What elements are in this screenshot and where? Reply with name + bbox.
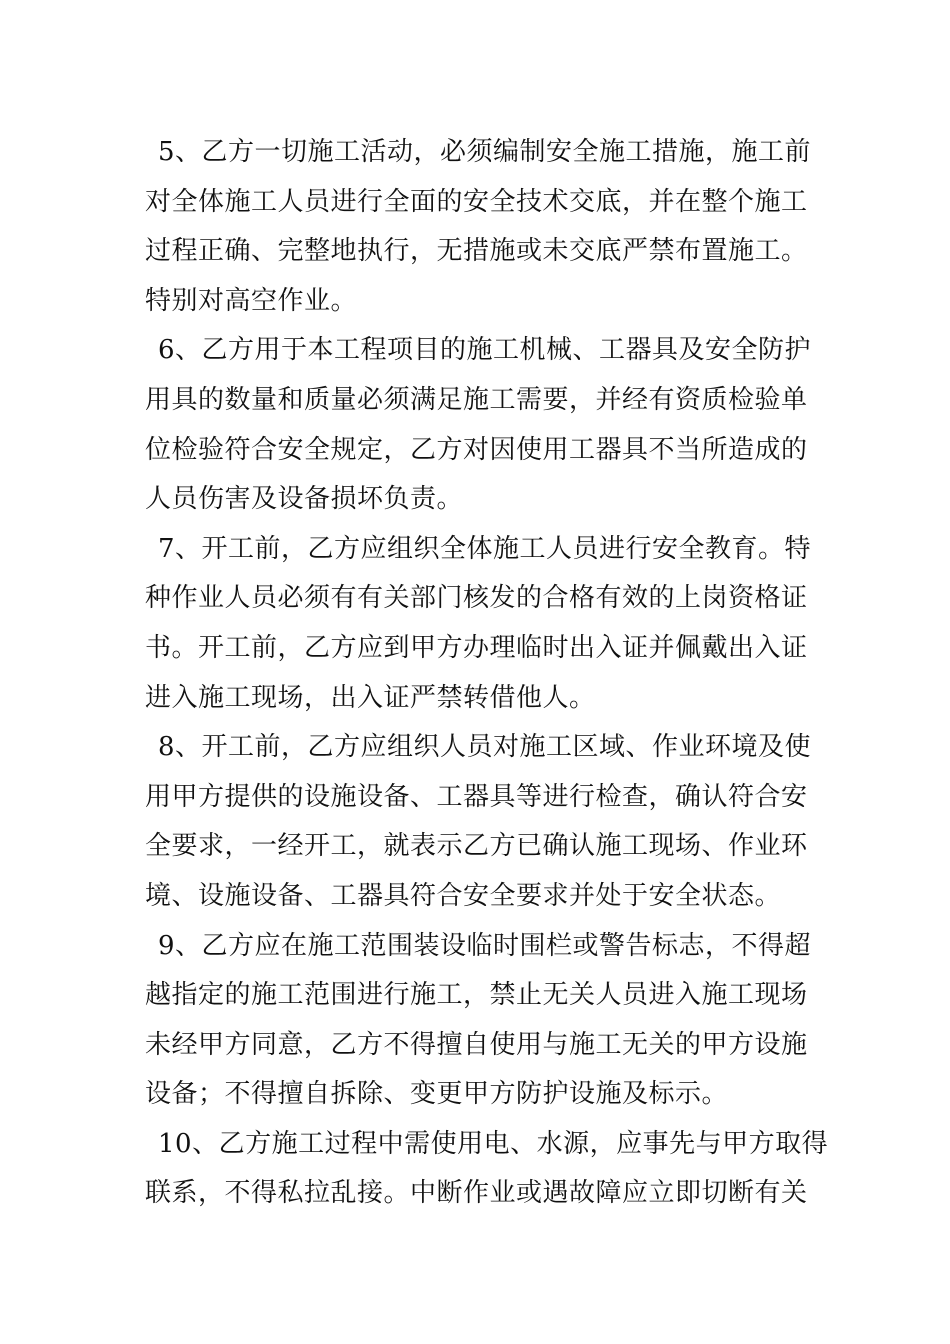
clause-7-line-1: 7、开工前，乙方应组织全体施工人员进行安全教育。特 xyxy=(158,533,812,564)
clause-8 xyxy=(145,723,810,921)
clause-7 xyxy=(145,525,810,723)
clause-5-line-1: 5、乙方一切施工活动，必须编制安全施工措施，施工前 xyxy=(158,137,812,167)
clause-9-line-1: 9、乙方应在施工范围装设临时围栏或警告标志，不得超 xyxy=(158,930,812,961)
clause-6 xyxy=(145,326,810,524)
clause-9-line-4: 设备；不得擅自拆除、变更甲方防护设施及标示。 xyxy=(145,1079,729,1110)
clause-6-line-4: 人员伤害及设备损坏负责。 xyxy=(145,484,464,515)
clause-5 xyxy=(145,128,810,326)
clause-10-line-1: 10、乙方施工过程中需使用电、水源，应事先与甲方取得 xyxy=(158,1128,829,1159)
document-body xyxy=(145,128,829,1219)
clause-5-line-4: 特别对高空作业。 xyxy=(145,285,358,316)
clause-9-line-3: 未经甲方同意，乙方不得擅自使用与施工无关的甲方设施 xyxy=(145,1029,808,1060)
clause-8-line-4: 境、设施设备、工器具符合安全要求并处于安全状态。 xyxy=(145,880,782,911)
clause-8-line-3: 全要求，一经开工，就表示乙方已确认施工现场、作业环 xyxy=(145,831,808,862)
clause-6-line-1: 6、乙方用于本工程项目的施工机械、工器具及安全防护 xyxy=(158,335,812,366)
clause-10 xyxy=(145,1120,829,1219)
clause-6-line-2: 用具的数量和质量必须满足施工需要，并经有资质检验单 xyxy=(145,384,808,415)
clause-7-line-3: 书。开工前，乙方应到甲方办理临时出入证并佩戴出入证 xyxy=(145,632,808,663)
clause-7-line-2: 种作业人员必须有有关部门核发的合格有效的上岗资格证 xyxy=(145,583,808,614)
clause-8-line-1: 8、开工前，乙方应组织人员对施工区域、作业环境及使 xyxy=(158,732,812,763)
clause-9 xyxy=(145,922,810,1120)
clause-5-line-2: 对全体施工人员进行全面的安全技术交底，并在整个施工 xyxy=(145,186,808,217)
clause-5-line-3: 过程正确、完整地执行，无措施或未交底严禁布置施工。 xyxy=(145,236,808,267)
clause-10-line-2: 联系，不得私拉乱接。中断作业或遇故障应立即切断有关 xyxy=(145,1178,808,1209)
clause-9-line-2: 越指定的施工范围进行施工，禁止无关人员进入施工现场 xyxy=(145,980,808,1011)
clause-7-line-4: 进入施工现场，出入证严禁转借他人。 xyxy=(145,682,596,713)
clause-6-line-3: 位检验符合安全规定，乙方对因使用工器具不当所造成的 xyxy=(145,434,808,465)
clause-8-line-2: 用甲方提供的设施设备、工器具等进行检查，确认符合安 xyxy=(145,781,808,812)
